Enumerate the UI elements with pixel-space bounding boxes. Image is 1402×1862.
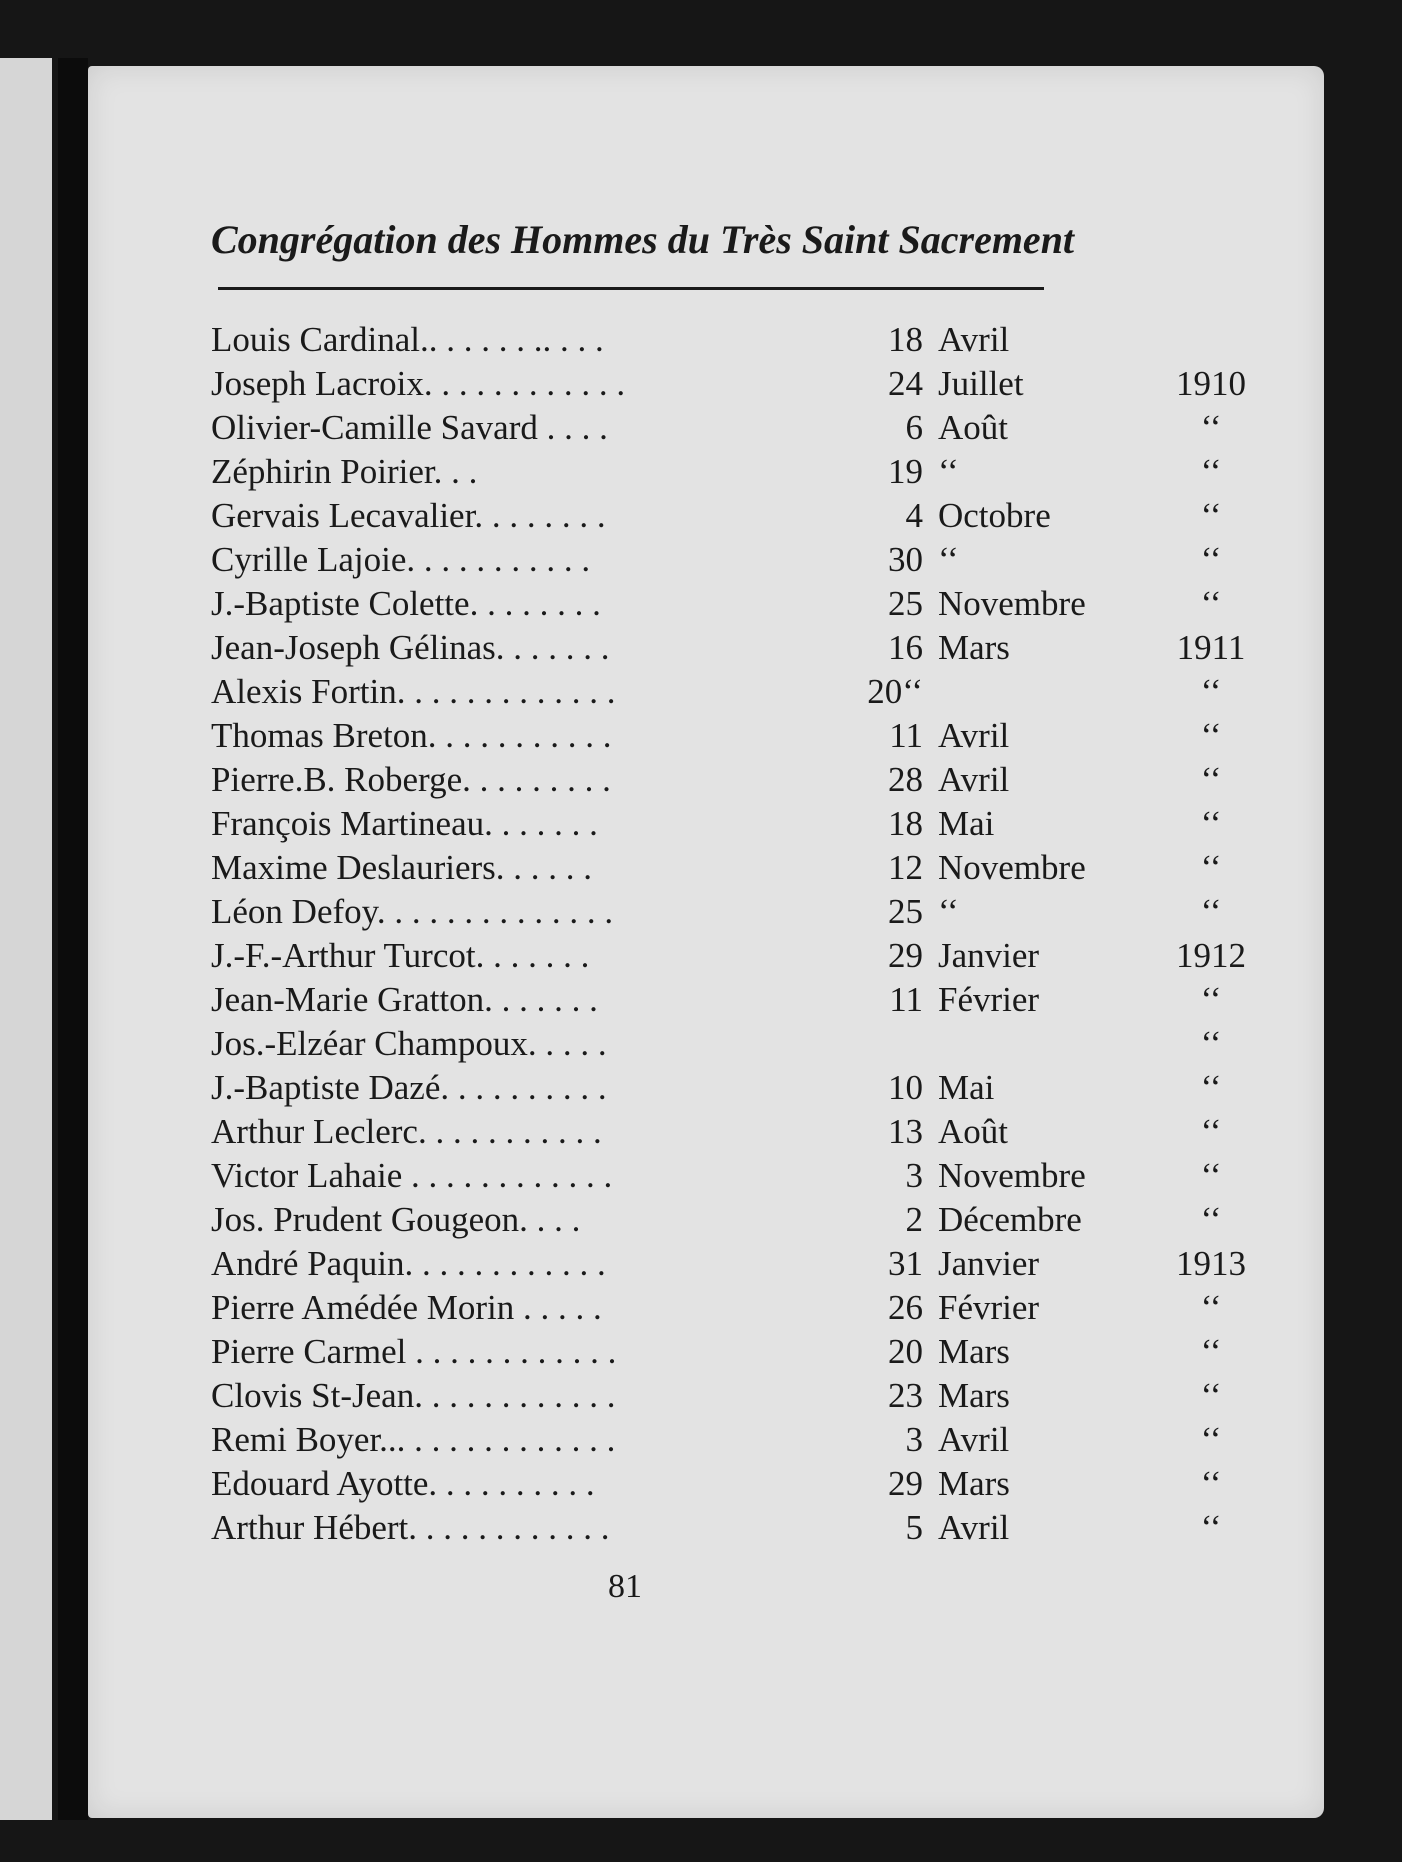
- member-name: Remi Boyer... . . . . . . . . . . . .: [211, 1420, 616, 1459]
- member-name: Léon Defoy. . . . . . . . . . . . . .: [211, 892, 614, 931]
- entry-day: 5: [905, 1508, 923, 1547]
- entry-month: Octobre: [938, 496, 1051, 535]
- entry-day: 25: [888, 584, 923, 623]
- entry-year: ‘‘: [1200, 1068, 1222, 1107]
- entry-day: 19: [888, 452, 923, 491]
- entry-month: Avril: [938, 1420, 1010, 1459]
- list-item: [211, 1506, 1222, 1550]
- entry-month: Mai: [938, 1068, 995, 1107]
- entry-month: Août: [938, 408, 1008, 447]
- entry-year: 1910: [1176, 364, 1246, 403]
- entry-year: 1912: [1176, 936, 1246, 975]
- entry-year: ‘‘: [1200, 408, 1222, 447]
- list-item: [211, 450, 1222, 494]
- entry-month: Avril: [938, 320, 1010, 359]
- entry-month: Mars: [938, 628, 1010, 667]
- entry-year: ‘‘: [1200, 892, 1222, 931]
- member-name: Pierre Amédée Morin . . . . .: [211, 1288, 602, 1327]
- list-item: [211, 978, 1222, 1022]
- book-binding: [58, 58, 88, 1820]
- member-name: Alexis Fortin. . . . . . . . . . . . .: [211, 672, 616, 711]
- entry-month: Janvier: [938, 936, 1040, 975]
- list-item: [211, 934, 1246, 978]
- entry-month: Novembre: [938, 1156, 1086, 1195]
- member-name: Arthur Leclerc. . . . . . . . . . .: [211, 1112, 602, 1151]
- list-item: [211, 1154, 1222, 1198]
- list-item: [211, 1286, 1222, 1330]
- entry-month: Avril: [938, 716, 1010, 755]
- entry-day: 11: [889, 980, 923, 1019]
- entry-year: ‘‘: [1200, 1420, 1222, 1459]
- entry-month: Mars: [938, 1332, 1010, 1371]
- entry-day: 26: [888, 1288, 923, 1327]
- running-header: Congrégation des Hommes du Très Saint Sacrement: [211, 217, 1075, 262]
- page-number: 81: [608, 1568, 642, 1605]
- entry-day: 20‘‘: [867, 672, 923, 711]
- entry-year: ‘‘: [1200, 1464, 1222, 1503]
- member-name: Jean-Marie Gratton. . . . . . .: [211, 980, 598, 1019]
- entry-day: 3: [905, 1156, 923, 1195]
- list-item: [211, 494, 1222, 538]
- entry-day: 12: [888, 848, 923, 887]
- entry-day: 20: [888, 1332, 923, 1371]
- member-name: Gervais Lecavalier. . . . . . . .: [211, 496, 606, 535]
- entry-year: ‘‘: [1200, 1288, 1222, 1327]
- entry-year: ‘‘: [1200, 716, 1222, 755]
- list-item: [211, 846, 1222, 890]
- entry-day: 23: [888, 1376, 923, 1415]
- member-name: Pierre Carmel . . . . . . . . . . . .: [211, 1332, 617, 1371]
- entry-month: Mars: [938, 1464, 1010, 1503]
- entry-year: 1913: [1176, 1244, 1246, 1283]
- member-name: Jean-Joseph Gélinas. . . . . . .: [211, 628, 610, 667]
- list-item: [211, 1198, 1222, 1242]
- entry-year: ‘‘: [1200, 760, 1222, 799]
- list-item: [211, 1110, 1222, 1154]
- entry-year: ‘‘: [1200, 1112, 1222, 1151]
- entry-day: 30: [888, 540, 923, 579]
- entry-year: ‘‘: [1200, 672, 1222, 711]
- member-name: Pierre.B. Roberge. . . . . . . . .: [211, 760, 611, 799]
- entry-year: ‘‘: [1200, 584, 1222, 623]
- member-name: André Paquin. . . . . . . . . . . .: [211, 1244, 606, 1283]
- list-item: [211, 890, 1222, 934]
- member-name: Louis Cardinal.. . . . . . .. . . .: [211, 320, 604, 359]
- list-item: [211, 714, 1222, 758]
- entry-day: 16: [888, 628, 923, 667]
- entry-day: 13: [888, 1112, 923, 1151]
- entry-year: 1911: [1176, 628, 1246, 667]
- member-name: Olivier-Camille Savard . . . .: [211, 408, 608, 447]
- entry-month: Avril: [938, 1508, 1010, 1547]
- entry-day: 4: [905, 496, 923, 535]
- member-name: J.-F.-Arthur Turcot. . . . . . .: [211, 936, 590, 975]
- entry-year: ‘‘: [1200, 1024, 1222, 1063]
- member-name: François Martineau. . . . . . .: [211, 804, 598, 843]
- header-rule: [218, 287, 1044, 290]
- member-name: Arthur Hébert. . . . . . . . . . . .: [211, 1508, 610, 1547]
- list-item: [211, 758, 1222, 802]
- entry-day: 18: [888, 804, 923, 843]
- entry-year: ‘‘: [1200, 1200, 1222, 1239]
- entry-day: 29: [888, 936, 923, 975]
- entry-year: ‘‘: [1200, 1508, 1222, 1547]
- entry-month: ‘‘: [938, 452, 959, 491]
- facing-page-edge: [0, 58, 52, 1820]
- list-item: [211, 1418, 1222, 1462]
- list-item: [211, 1022, 1222, 1066]
- list-item: [211, 406, 1222, 450]
- entry-year: ‘‘: [1200, 1156, 1222, 1195]
- entry-month: Novembre: [938, 584, 1086, 623]
- entry-year: ‘‘: [1200, 980, 1222, 1019]
- list-item: [211, 626, 1246, 670]
- entry-month: Juillet: [938, 364, 1024, 403]
- entry-day: 3: [905, 1420, 923, 1459]
- list-item: [211, 582, 1222, 626]
- list-item: [211, 1374, 1222, 1418]
- entry-year: ‘‘: [1200, 540, 1222, 579]
- member-name: Edouard Ayotte. . . . . . . . . .: [211, 1464, 595, 1503]
- list-item: [211, 318, 1061, 362]
- entry-day: 10: [888, 1068, 923, 1107]
- member-name: Clovis St-Jean. . . . . . . . . . . .: [211, 1376, 616, 1415]
- entry-month: Décembre: [938, 1200, 1082, 1239]
- member-name: Victor Lahaie . . . . . . . . . . . .: [211, 1156, 613, 1195]
- entry-day: 31: [888, 1244, 923, 1283]
- entry-day: 6: [905, 408, 923, 447]
- entry-year: ‘‘: [1200, 452, 1222, 491]
- entry-month: ‘‘: [938, 892, 959, 931]
- member-list: [211, 318, 1246, 1550]
- member-name: Joseph Lacroix. . . . . . . . . . . .: [211, 364, 626, 403]
- list-item: [211, 1330, 1222, 1374]
- entry-year: ‘‘: [1200, 804, 1222, 843]
- entry-day: 11: [889, 716, 923, 755]
- list-item: [211, 1242, 1246, 1286]
- list-item: [211, 362, 1246, 406]
- member-name: Jos. Prudent Gougeon. . . .: [211, 1200, 581, 1239]
- entry-month: Août: [938, 1112, 1008, 1151]
- entry-day: 2: [905, 1200, 923, 1239]
- entry-day: 18: [888, 320, 923, 359]
- list-item: [211, 802, 1222, 846]
- entry-year: ‘‘: [1200, 496, 1222, 535]
- list-item: [211, 1066, 1222, 1110]
- member-name: J.-Baptiste Dazé. . . . . . . . . .: [211, 1068, 607, 1107]
- entry-month: ‘‘: [938, 540, 959, 579]
- entry-month: Mars: [938, 1376, 1010, 1415]
- entry-month: Mai: [938, 804, 995, 843]
- entry-month: Janvier: [938, 1244, 1040, 1283]
- entry-day: 28: [888, 760, 923, 799]
- entry-month: Novembre: [938, 848, 1086, 887]
- entry-month: Février: [938, 980, 1040, 1019]
- entry-year: ‘‘: [1200, 848, 1222, 887]
- list-item: [211, 1462, 1222, 1506]
- entry-month: Février: [938, 1288, 1040, 1327]
- entry-year: ‘‘: [1200, 1332, 1222, 1371]
- member-name: Maxime Deslauriers. . . . . .: [211, 848, 593, 887]
- member-name: Zéphirin Poirier. . .: [211, 452, 478, 491]
- entry-month: Avril: [938, 760, 1010, 799]
- list-item: [211, 670, 1222, 714]
- member-name: J.-Baptiste Colette. . . . . . . .: [211, 584, 601, 623]
- entry-day: 25: [888, 892, 923, 931]
- member-name: Cyrille Lajoie. . . . . . . . . . .: [211, 540, 591, 579]
- entry-day: 24: [888, 364, 923, 403]
- entry-year: ‘‘: [1200, 1376, 1222, 1415]
- entry-day: 29: [888, 1464, 923, 1503]
- list-item: [211, 538, 1222, 582]
- member-name: Jos.-Elzéar Champoux. . . . .: [211, 1024, 607, 1063]
- member-name: Thomas Breton. . . . . . . . . . .: [211, 716, 612, 755]
